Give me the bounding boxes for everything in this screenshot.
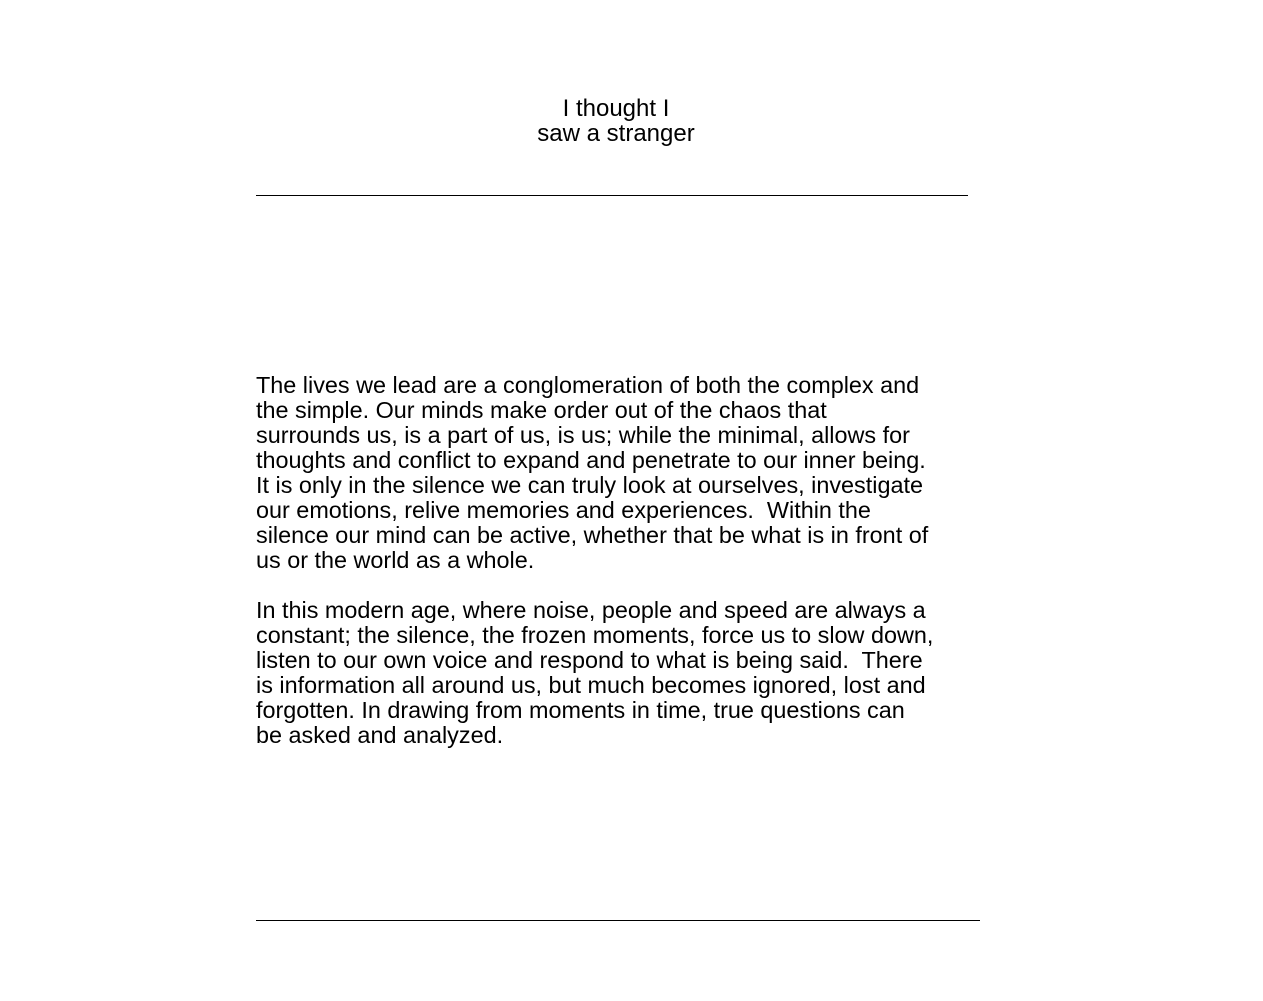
title-line: I thought I	[562, 95, 670, 122]
text-line: surrounds us, is a part of us, is us; while the minimal, allows for	[256, 422, 910, 448]
text-line: us or the world as a whole.	[256, 547, 535, 573]
text-line: forgotten. In drawing from moments in time, true questions can	[256, 697, 905, 723]
document-title	[0, 96, 1232, 146]
title-line: saw a stranger	[537, 120, 695, 147]
text-line: The lives we lead are a conglomeration of both the complex and	[256, 372, 920, 398]
text-line: constant; the silence, the frozen moments, force us to slow down,	[256, 622, 934, 648]
paragraph-1	[256, 373, 996, 573]
paragraph-2	[256, 598, 996, 748]
text-line: listen to our own voice and respond to what is being said. There	[256, 647, 923, 673]
text-line: thoughts and conflict to expand and penetrate to our inner being.	[256, 447, 926, 473]
text-line: the simple. Our minds make order out of the chaos that	[256, 397, 827, 423]
text-line: our emotions, relive memories and experiences. Within the	[256, 497, 871, 523]
bottom-divider	[256, 920, 980, 921]
text-line: be asked and analyzed.	[256, 722, 504, 748]
text-line: It is only in the silence we can truly look at ourselves, investigate	[256, 472, 923, 498]
text-line: In this modern age, where noise, people and speed are always a	[256, 597, 926, 623]
text-line: silence our mind can be active, whether that be what is in front of	[256, 522, 929, 548]
top-divider	[256, 195, 968, 196]
text-line: is information all around us, but much becomes ignored, lost and	[256, 672, 926, 698]
